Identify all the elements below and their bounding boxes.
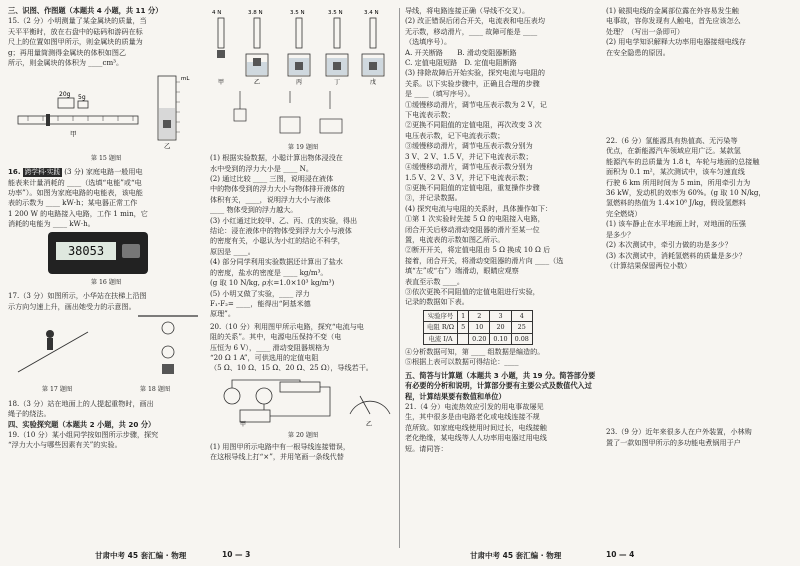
figure-16-caption: 第 16 题图 [90,278,122,286]
q22-line: 完全燃烧） [606,208,642,218]
weight-5g-label: 5g [78,94,86,102]
section-5-heading: 五、简答与计算题（本题共 3 小题，共 19 分。简答部分要有必要的分析和说明，计算部分要有主要公式及数值代入过程，计算结果要有数值和单位） [405,370,596,401]
page-number-left: 10 — 3 [222,550,251,559]
q19-line: 的密度，盐水的密度是 ____ kg/m³。 [210,267,328,277]
label-wu-19: 戊 [370,79,377,86]
q16-line: 消耗的电能为 ____ kW·h。 [8,219,95,229]
q22-line: 36 kW，发动机的效率为 60%。(g 取 10 N/kg， [606,188,766,198]
table-cell: 1 [458,310,469,321]
scale-reading-2: 3.8 N [248,10,263,16]
figure-17-18 [8,312,204,382]
scale-reading-3: 3.5 N [290,10,305,16]
weight-5g [78,101,88,108]
q20-line: “20 Ω 1 A”，可供选用的定值电阻 [210,352,319,362]
table-cell: 25 [511,322,532,333]
question-21 [405,402,601,454]
q20c-line: 无示数，移动滑片，____ 故障可能是 ____ [405,26,538,36]
metal-block [163,120,171,128]
q20c-line: ⑤根据上表可以数据可得结论：____ [405,357,519,367]
q20c-line: 是 ____（填写序号）。 [405,89,475,99]
q18-line: 绳子的绕法。 [8,409,51,419]
q16-line: 功率”）。如图为家庭电路的电能表，该电能 [8,188,143,198]
q19-line: 原因是 ____。 [210,246,255,256]
table-cell: 5 [458,322,469,333]
weight-20g-label: 20g [59,91,71,99]
q16-tag: 跨学科·实践 [24,168,60,177]
q22-line: (2) 本次测试中，牵引力做的功是多少？ [606,240,732,250]
q22-line: （计算结果保留两位小数） [606,260,692,270]
q15-line: 尺上的位置如图甲所示，则金属块的质量为 [8,37,143,47]
q21c-line: 电事故，容你发现有人触电，首先应该怎么 [606,16,741,26]
q20c-line: 关系。以下实验步骤中，正确且合理的步骤 [405,78,540,88]
q19-line: “浮力大小与哪些因素有关”的实验。 [8,440,122,450]
q16-line: 表的示数为 ____ kW·h；某电器正常工作 [8,198,138,208]
q20c-line: 1.5 V、2 V、3 V，并记下电流表示数； [405,172,533,182]
q20c-line: (4) 探究电流与电阻的关系时，具体操作如下： [405,203,553,213]
q20c-line: 表直至示数 ____。 [405,276,465,286]
q20-line: 阻的关系”。其中，电源电压保持不变（电 [210,332,342,342]
table-cell: 电阻 R/Ω [424,322,458,333]
question-16 [8,167,204,229]
figure-17-18-captions [8,385,204,395]
q19-line: 原理”。 [210,309,235,319]
q20c-line: ④缓慢移动滑片，调节电压表示数分别为 [405,162,533,172]
q16-number: 16. [8,167,21,177]
figure-15-balance-cylinder [8,68,204,150]
question-17 [8,291,204,312]
label-yi-20: 乙 [366,420,373,428]
figure-20-caption: 第 20 题图 [287,432,319,440]
q20c-line: ③缓慢移动滑片，调节电压表示数分别为 [405,141,533,151]
q19-line: 的密度有关，小聪认为小红的结论不科学， [210,236,345,246]
label-yi-19: 乙 [254,79,261,86]
label-bing-19: 丙 [296,79,303,86]
q19-line: (g 取 10 N/kg, ρ水=1.0×10³ kg/m³) [210,278,335,288]
table-cell: 3 [490,310,511,321]
q20-line: （5 Ω、10 Ω、15 Ω、20 Ω、25 Ω），导线若干。 [210,363,373,373]
figure-15-caption: 第 15 题图 [90,154,122,162]
q19-line: 结论：浸在液体中的物体受到浮力大小与液体 [210,226,352,236]
q20c-line: C. 定值电阻短路 D. 定值电阻断路 [405,58,517,68]
q20c-line: 电压表示数，记下电流表示数； [405,130,505,140]
q19-line: ____ 物体受到的浮力越大。 [210,205,298,215]
q19-line: 水中受到的浮力大小是 ____ N。 [210,163,313,173]
page-divider [399,8,400,548]
q21c-line: 处理？（写出一条即可） [606,26,685,36]
q17-line: 示方向匀速上升，画出她受力的示意图。 [8,301,136,311]
q22-line: 优点，在新能源汽车领域应用广泛。某款氢 [606,146,741,156]
figure-19-b [210,89,396,139]
q20-line: 压恒为 6 V），____ 滑动变阻器规格为 [210,342,330,352]
q21-line: 21.（4 分）电流热效应引发的用电事故屡见 [405,402,544,412]
q19-line: (5) 小明又做了实验，____ 浮力 [210,288,310,298]
answer-space-21 [606,58,794,136]
question-19-parts [210,153,396,320]
electric-meter [48,232,148,274]
q15-line: 所示，则金属块的体积为 ____cm³。 [8,58,124,68]
label-jia-19: 甲 [218,79,225,86]
q16-line: (3 分) 家庭电路一般用电 [64,167,143,177]
meter-display: 38053 [56,242,116,260]
table-cell: 20 [490,322,511,333]
figure-16 [8,230,204,278]
table-cell: 10 [469,322,490,333]
label-jia-20: 甲 [240,420,247,428]
q21c-line: (2) 用电学知识解释大功率用电器接细电线存 [606,37,746,47]
figure-19-spring-scales [210,6,396,86]
q20c-line: ②断开开关，将定值电阻由 5 Ω 换成 10 Ω 后 [405,245,551,255]
label-jia: 甲 [70,130,77,139]
q20c-line: 记录的数据如下表。 [405,297,469,307]
q20c-line: ②更换不同阻值的定值电阻，再次改变 3 次 [405,120,542,130]
column-3 [405,6,601,454]
q20c-line: 置，电流表的示数如图乙所示。 [405,234,505,244]
question-21-continued [606,6,794,58]
scale-reading-1: 4 N [212,10,222,16]
pulley-bottom [162,346,174,358]
q20-line: 20.（10 分）利用图甲所示电路，探究“电流与电 [210,321,364,331]
q20c-line: ①缓慢移动滑片，调节电压表示数为 2 V，记 [405,99,547,109]
q20c-line: ③，并记录数据。 [405,193,462,203]
q22-line: 行驶 6 km 所用时间为 5 min，所用牵引力为 [606,177,751,187]
table-cell [458,333,469,344]
q20c-line: ③依次更换不同阻值的定值电阻进行实验， [405,286,540,296]
q23-line: 23.（9 分）近年来很多人在户外装置，小林购 [606,427,752,437]
table-cell: 电流 I/A [424,333,458,344]
q18-line: 18.（3 分）站在地面上的人提起重物时，画出 [8,398,154,408]
q20c-line: A. 开关断路 B. 滑动变阻器断路 [405,47,517,57]
answer-space-22 [606,271,794,427]
weight-20g [58,98,74,108]
table-row [424,333,533,344]
table-cell: 0.10 [490,333,511,344]
q20c-line: 3 V、2 V、1.5 V，并记下电流表示数； [405,151,533,161]
table-cell: 0.20 [469,333,490,344]
q22-line: (3) 本次测试中，消耗氢燃料的质量是多少？ [606,250,746,260]
person-on-escalator [46,330,54,350]
question-22 [606,136,794,271]
question-20 [210,322,396,374]
q21c-line: (1) 破损电线的金属部位露在外容易发生触 [606,6,739,15]
table-cell: 4 [511,310,532,321]
q20c-line: ⑤更换不同阻值的定值电阻，重复操作步骤 [405,182,540,192]
question-20-parts [210,442,396,463]
figure-19b-caption: 第 19 题图 [287,143,319,151]
q20c-line: 闭合开关后移动滑动变阻器的滑片至某一位 [405,224,540,234]
q19-line: 19.（10 分）某小组同学按如图所示步骤，探究 [8,429,159,439]
question-20-continued [405,6,601,308]
q20c-line: 下电流表示数； [405,110,455,120]
page-number-right: 10 — 4 [606,550,635,559]
q20c-line: 接着，闭合开关，将滑动变阻器的滑片向 ____（选 [405,255,564,265]
q22-line: 氢燃料的热值为 1.4×10⁸ J/kg，假设氢燃料 [606,198,746,208]
q20c-line: ①第 1 次实验时先接 5 Ω 的电阻接入电路， [405,214,545,224]
scale-reading-5: 3.4 N [364,10,379,16]
label-ding-19: 丁 [334,79,341,86]
q22-line: 22.（6 分）氢能源具有热值高、无污染等 [606,136,738,146]
q22-line: 是多少？ [606,229,635,239]
section-4-heading: 四、实验探究题（本题共 2 小题，共 20 分） [8,419,156,429]
q21-line: 老化绝缘，某电线等人人功率用电器过用电线 [405,433,547,443]
q23-line: 置了一款如图甲所示的多功能电煮锅用于户 [606,437,741,447]
q22-line: 面积为 0.1 m²，某次测试中，该车匀速直线 [606,167,745,177]
q21c-line: 在安全隐患的原因。 [606,47,670,57]
scale-ruler [18,116,138,124]
q20c-line: 填“左”或“右”）端滑动，眼睛应观察 [405,266,519,276]
scale-reading-4: 3.5 N [328,10,343,16]
q19-line: (1) 根据实验数据，小聪计算出物体浸没在 [210,153,343,163]
question-15 [8,16,204,68]
q20-line: 在这根导线上打“×”，并用笔画一条线代替 [210,451,344,461]
table-row [424,310,533,321]
section-3-heading: 三、识图、作图题（本题共 4 小题，共 11 分） [8,6,163,15]
column-1 [8,6,204,451]
question-19 [8,430,204,451]
q19-line: 体积有关，____，说明浮力大小与液体 [210,194,331,204]
q19-line: (2) 通过比较 ____ 三图，说明浸在液体 [210,174,334,184]
rider [46,114,50,126]
q15-line: g；再用量筒测得金属块的体积如图乙 [8,47,127,57]
heavy-object [162,364,174,374]
table-cell: 2 [469,310,490,321]
question-23 [606,427,794,448]
column-4 [606,6,794,448]
q20-line: (1) 用图甲所示电路中有一根导线连接错误， [210,441,350,451]
q20c-line: ④分析数据可知，第 ____ 组数据是编造的。 [405,347,545,356]
figure-18-caption: 第 18 题图 [139,386,171,394]
column-2 [210,6,396,462]
q21-line: 范所致。如家庭电线使用时间过长，电线接触 [405,422,547,432]
q20c-line: （选填序号）。 [405,37,452,47]
q19-line: 中的物体受到的浮力大小与物体排开液体的 [210,184,345,194]
label-yi: 乙 [164,142,171,151]
data-table [423,310,533,345]
footer-left: 甘肃中考 45 套汇编 · 物理 [95,551,187,560]
q15-line: 天平平衡时，放在右盘中的砝码和游码在标 [8,26,143,36]
q16-line: 能表来计量消耗的 ____（选填“电能”或“电 [8,177,142,187]
figure-17-caption: 第 17 题图 [41,386,73,394]
footer-right: 甘肃中考 45 套汇编 · 物理 [470,551,562,560]
q16-line: 1 200 W 的电路接入电路，工作 1 min，它 [8,208,148,218]
q21-line: 短。请同答： [405,443,448,453]
q21-line: 生，其中很多是由电路老化或电线连接不规 [405,412,540,422]
q20c-line: (3) 排除故障后开始实验，探究电流与电阻的 [405,68,545,78]
table-cell: 0.08 [511,333,532,344]
q19-line: (3) 小红通过比较甲、乙、丙、戊的实验，得出 [210,215,358,225]
q19-line: F₁-F₂= ____，能得出“阿基米德 [210,298,311,308]
ml-label: mL [181,76,190,83]
q20c-line: 导线，将电路连接正确（导线不交叉）。 [405,6,530,15]
q19-line: (4) 部分同学利用实验数据还计算出了盐水 [210,257,343,267]
q22-line: 能源汽车的总质量为 1.8 t，车轮与地面的总接触 [606,156,760,166]
q17-line: 17.（3 分）如图所示，小华站在扶梯上沿图 [8,291,147,301]
figure-20-circuit [210,374,396,428]
q15-line: 15.（2 分）小明测量了某金属块的质量，当 [8,16,147,26]
table-row [424,322,533,333]
q20c-line: (2) 改正错误后闭合开关，电流表和电压表均 [405,16,545,26]
q22-line: (1) 该车静止在水平地面上时，对地面的压强 [606,219,746,229]
table-cell: 实验序号 [424,310,458,321]
meter-indicator [122,244,140,258]
pulley-top [162,322,174,334]
question-18 [8,399,204,420]
